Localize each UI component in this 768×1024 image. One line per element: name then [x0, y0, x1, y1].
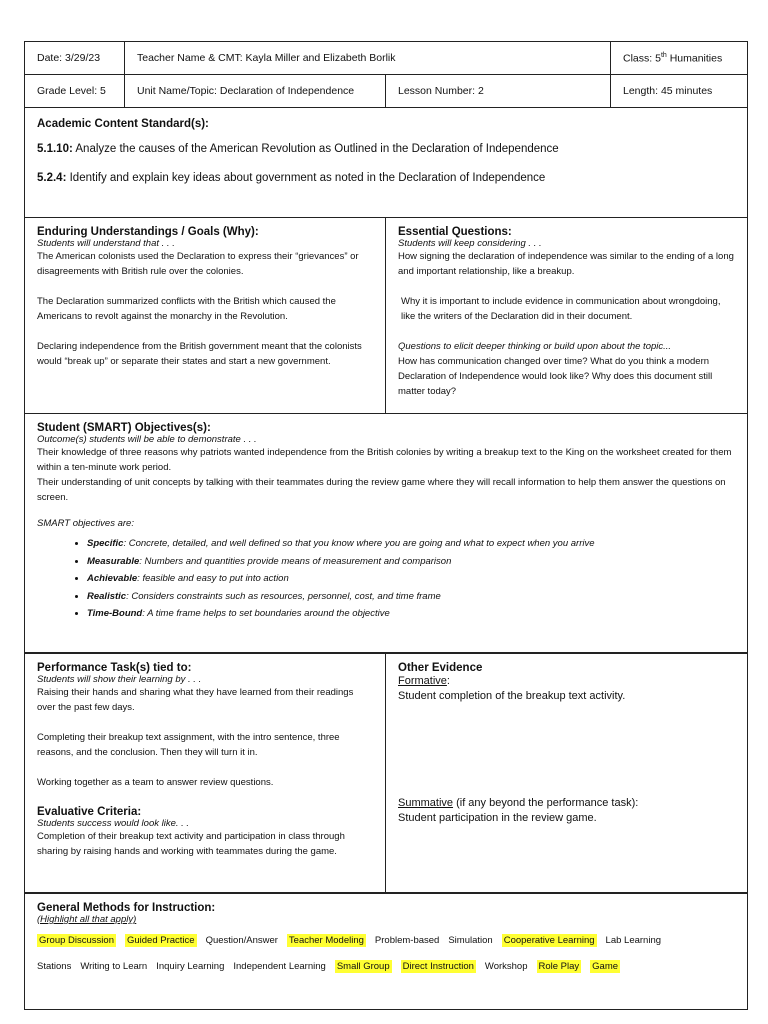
method-item: Guided Practice: [126, 935, 195, 946]
smart-item: [87, 570, 735, 588]
date-cell: [25, 42, 125, 75]
standard-text: Identify and explain key ideas about government as noted in the Declaration of Independence: [66, 172, 546, 184]
objectives-section: [25, 414, 748, 654]
essential-q2: Why it is important to include evidence in communication about wrongdoing, like the writers of the Declaration did in their document.: [401, 296, 721, 322]
enduring-p2: The Declaration summarized conflicts with the British which caused the Americans to revolt against the monarchy in the Revolution.: [37, 296, 336, 322]
standard-code: 5.1.10:: [37, 143, 73, 155]
unit-name: Unit Name/Topic: Declaration of Independence: [137, 85, 355, 97]
formative-line: [398, 674, 735, 689]
lesson-plan-document: [24, 41, 747, 1010]
standard-code: 5.2.4:: [37, 172, 67, 184]
enduring-section: [25, 218, 386, 414]
method-item: Simulation: [448, 935, 493, 946]
smart-term: Measurable: [87, 555, 140, 567]
enduring-title: Enduring Understandings / Goals (Why):: [37, 226, 259, 238]
formative-text: Student completion of the breakup text activity.: [398, 690, 626, 702]
evaluative-text: Completion of their breakup text activity and participation in class through sharing by raising hands and working with teammates during the game.: [37, 831, 345, 857]
evaluative-intro: Students success would look like. . .: [37, 818, 190, 829]
method-item: Cooperative Learning: [503, 935, 595, 946]
date: Date: 3/29/23: [37, 52, 101, 64]
performance-title: Performance Task(s) tied to:: [37, 662, 192, 674]
standard-item: [37, 143, 735, 155]
method-item: Writing to Learn: [80, 961, 148, 972]
evaluative-title: Evaluative Criteria:: [37, 806, 142, 818]
smart-intro: SMART objectives are:: [37, 518, 134, 529]
methods-row: [37, 934, 735, 947]
smart-desc: : A time frame helps to set boundaries around the objective: [142, 608, 390, 619]
essential-section: [386, 218, 748, 414]
method-item: Inquiry Learning: [156, 961, 225, 972]
objective-p1: Their knowledge of three reasons why patriots wanted independence from the British colonies by writing a breakup text to the King on the worksheet created for them within a ten-minute work period.: [37, 447, 732, 473]
summative-label: Summative: [398, 797, 454, 809]
class-cell: [611, 42, 748, 75]
method-item: Group Discussion: [39, 935, 114, 946]
standards-section: [25, 108, 748, 218]
methods-title: General Methods for Instruction:: [37, 902, 216, 914]
smart-list: [37, 535, 735, 623]
methods-section: [25, 893, 748, 1010]
length-cell: [611, 75, 748, 108]
essential-q1: How signing the declaration of independence was similar to the ending of a long and important relationship, like a breakup.: [398, 251, 734, 277]
method-item: Problem-based: [374, 935, 440, 946]
performance-section: [25, 653, 386, 893]
smart-desc: : Concrete, detailed, and well defined so that you know where you are going and what to expect when you arrive: [123, 538, 595, 549]
summative-suffix: (if any beyond the performance task):: [453, 797, 639, 809]
smart-item: [87, 553, 735, 571]
smart-item: [87, 535, 735, 553]
essential-intro: Students will keep considering . . .: [398, 238, 542, 249]
performance-p2: Completing their breakup text assignment, with the intro sentence, three reasons, and the conclusion. Then they will turn it in.: [37, 732, 340, 758]
smart-term: Time-Bound: [87, 608, 143, 619]
performance-p1: Raising their hands and sharing what they have learned from their readings over the past few days.: [37, 687, 354, 713]
performance-intro: Students will show their learning by . . .: [37, 674, 202, 685]
standards-title: Academic Content Standard(s):: [37, 118, 209, 130]
lesson-length: Length: 45 minutes: [623, 85, 713, 97]
formative-colon: :: [446, 675, 450, 687]
method-item: Small Group: [336, 961, 390, 972]
evidence-title: Other Evidence: [398, 662, 483, 674]
evidence-section: [386, 653, 748, 893]
lesson-number: Lesson Number: 2: [398, 85, 484, 97]
teacher-cell: [125, 42, 611, 75]
deeper-intro: Questions to elicit deeper thinking or build upon about the topic...: [398, 341, 672, 352]
unit-cell: [125, 75, 386, 108]
standard-item: [37, 172, 735, 184]
lesson-plan-table: [24, 41, 748, 1010]
teacher-name: Teacher Name & CMT: Kayla Miller and Elizabeth Borlik: [137, 52, 396, 64]
formative-label: Formative: [398, 675, 447, 687]
smart-term: Achievable: [87, 573, 138, 584]
smart-desc: : Numbers and quantities provide means of measurement and comparison: [139, 555, 452, 567]
method-item: Role Play: [538, 961, 580, 972]
performance-p3: Working together as a team to answer review questions.: [37, 777, 274, 788]
enduring-intro: Students will understand that . . .: [37, 238, 175, 249]
method-item: Question/Answer: [205, 935, 278, 946]
summative-line: [398, 796, 735, 811]
essential-title: Essential Questions:: [398, 226, 512, 238]
standard-text: Analyze the causes of the American Revolution as Outlined in the Declaration of Independence: [72, 143, 559, 155]
class-suffix: Humanities: [666, 52, 723, 65]
objectives-intro: Outcome(s) students will be able to demonstrate . . .: [37, 434, 257, 445]
smart-item: [87, 605, 735, 623]
objective-p2: Their understanding of unit concepts by talking with their teammates during the review game where they will recall information to help them answer the questions on screen.: [37, 477, 726, 503]
method-item: Teacher Modeling: [288, 935, 364, 946]
methods-row: [37, 960, 735, 973]
method-item: Direct Instruction: [402, 961, 474, 972]
summative-text: Student participation in the review game.: [398, 812, 597, 824]
method-item: Independent Learning: [233, 961, 326, 972]
essential-q3: How has communication changed over time? What do you think a modern Declaration of Independence would look like? Why does this document still matter today?: [398, 356, 713, 397]
method-item: Stations: [37, 961, 72, 972]
lesson-cell: [386, 75, 611, 108]
smart-desc: : feasible and easy to put into action: [137, 573, 289, 584]
method-item: Lab Learning: [605, 935, 662, 946]
enduring-p3: Declaring independence from the British government meant that the colonists would “break up” or separate their states and start a new government.: [37, 341, 362, 367]
enduring-p1: The American colonists used the Declaration to express their “grievances” or disagreements with British rule over the colonies.: [37, 251, 359, 277]
class-prefix: Class: 5: [623, 52, 661, 65]
grade-level: Grade Level: 5: [37, 85, 106, 97]
methods-note: (Highlight all that apply): [37, 914, 137, 925]
method-item: Game: [592, 961, 619, 972]
smart-item: [87, 588, 735, 606]
method-item: Workshop: [484, 961, 528, 972]
class-sup: th: [660, 51, 667, 59]
smart-term: Specific: [87, 538, 124, 549]
smart-term: Realistic: [87, 590, 127, 602]
objectives-title: Student (SMART) Objectives(s):: [37, 422, 211, 434]
grade-cell: [25, 75, 125, 108]
smart-desc: : Considers constraints such as resources, personnel, cost, and time frame: [126, 590, 441, 602]
